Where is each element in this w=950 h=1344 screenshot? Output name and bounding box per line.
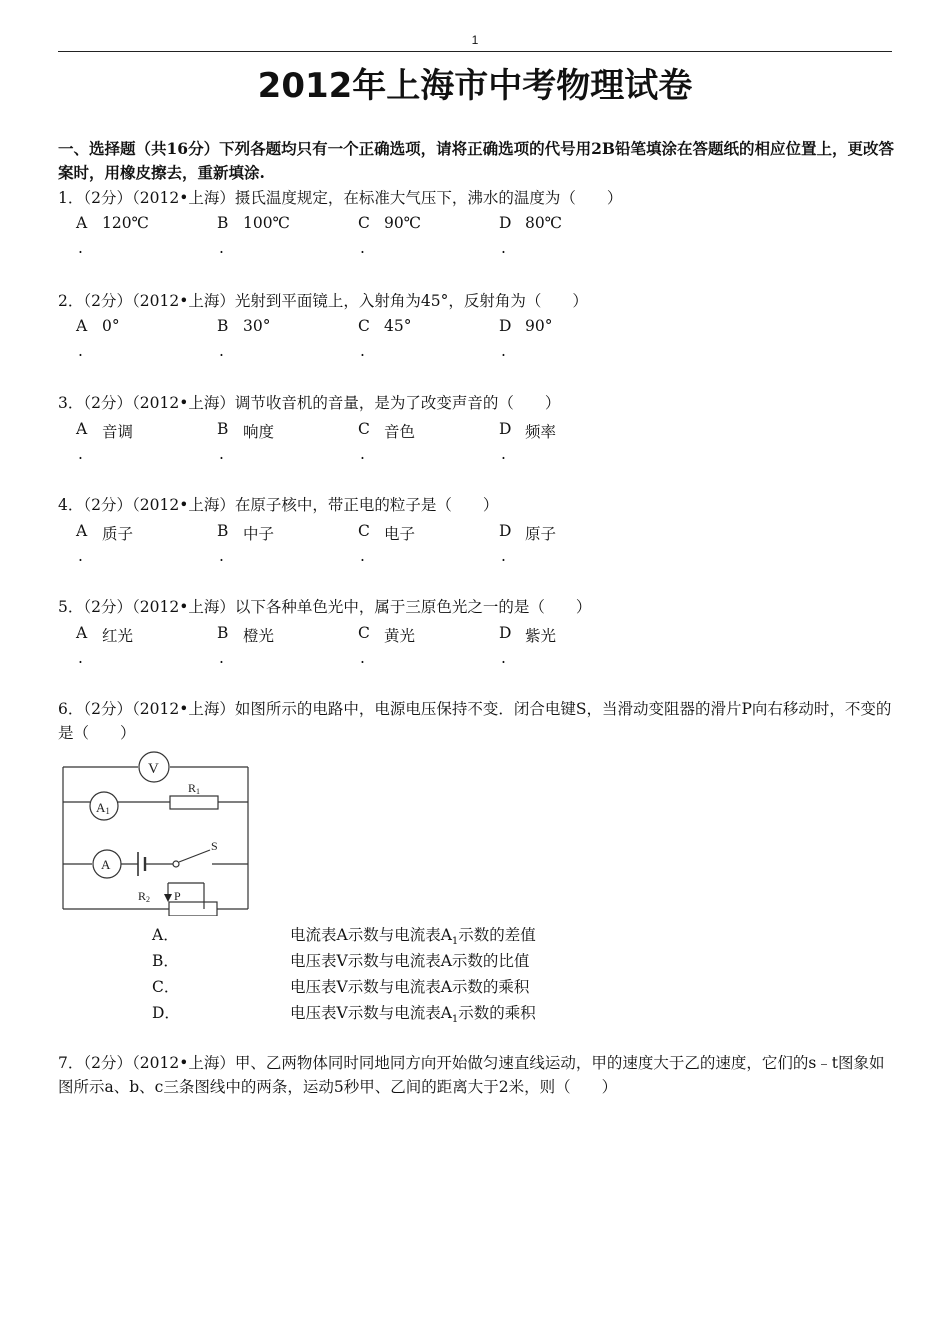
option-letter: C <box>358 214 370 232</box>
option-letter: B <box>217 317 229 335</box>
switch-lever <box>179 850 210 862</box>
option-text: 电子 <box>384 525 416 543</box>
option-letter: C <box>358 317 370 335</box>
page-title: 2012年上海市中考物理试卷 <box>257 66 693 106</box>
question-number: 3． <box>58 394 84 412</box>
ammeter-a1-label: A1 <box>96 800 110 816</box>
header-rule <box>58 51 892 52</box>
question-score: （2分） <box>83 1054 132 1072</box>
question-stem: 如图所示的电路中，电源电压保持不变．闭合电键S，当滑动变阻器的滑片P向右移动时，不变的是（ ） <box>58 700 892 742</box>
option-text: 响度 <box>243 423 275 441</box>
option-text: 100℃ <box>243 214 290 232</box>
option-letter: C <box>358 624 370 642</box>
question-stem: 摄氏温度规定，在标准大气压下，沸水的温度为（ ） <box>234 189 623 207</box>
question-score: （2分） <box>83 496 132 514</box>
option-letter: A <box>76 214 88 232</box>
option-letter: C <box>358 522 370 540</box>
voltmeter-label: V <box>148 761 159 777</box>
question-number: 1． <box>58 189 84 207</box>
question-stem: 在原子核中，带正电的粒子是（ ） <box>234 496 499 514</box>
option-letter: B． <box>152 952 179 970</box>
option-text: 90℃ <box>384 214 422 232</box>
option-text: 频率 <box>525 423 557 441</box>
rheostat-r2-label: R2 <box>138 889 151 904</box>
question-number: 4． <box>58 496 84 514</box>
option-letter: D <box>499 317 512 335</box>
question-score: （2分） <box>83 598 132 616</box>
option-text: 音色 <box>384 423 416 441</box>
option-letter: D <box>499 420 512 438</box>
slider-label: P <box>174 889 181 903</box>
option-letter: B <box>217 214 229 232</box>
rheostat-r2 <box>169 902 217 916</box>
question-source: （2012•上海） <box>132 189 235 207</box>
option-letter: B <box>217 420 229 438</box>
question-source: （2012•上海） <box>132 292 235 310</box>
option-text: 电压表V示数与电流表A示数的乘积 <box>290 978 530 996</box>
option-text: 红光 <box>102 627 134 645</box>
ammeter-a-label: A <box>101 857 111 872</box>
option-text: 电流表A示数与电流表$A_1$示数的差值 <box>290 926 536 948</box>
question-7 <box>58 1051 898 1099</box>
option-text: 紫光 <box>525 627 557 645</box>
option-text: 90° <box>525 317 553 335</box>
option-letter: D <box>499 624 512 642</box>
option-letter: A． <box>152 926 179 944</box>
slider-arrow-icon <box>164 894 172 902</box>
option-text: 电压表V示数与电流表A示数的比值 <box>290 952 530 970</box>
question-score: （2分） <box>83 292 132 310</box>
resistor-r1 <box>170 796 218 809</box>
option-text: 音调 <box>102 423 134 441</box>
question-stem: 光射到平面镜上，入射角为45°，反射角为（ ） <box>234 292 588 310</box>
question-source: （2012•上海） <box>132 700 235 718</box>
option-letter: D <box>499 214 512 232</box>
switch-label: S <box>211 839 218 853</box>
question-5 <box>58 595 898 619</box>
section-instructions: 一、选择题（共16分）下列各题均只有一个正确选项，请将正确选项的代号用2B铅笔填涂在答题纸的相应位置上，更改答案时，用橡皮擦去，重新填涂. <box>58 139 894 182</box>
question-number: 2． <box>58 292 84 310</box>
option-letter: A <box>76 420 88 438</box>
question-source: （2012•上海） <box>132 1054 235 1072</box>
option-letter: A <box>76 317 88 335</box>
question-score: （2分） <box>83 700 132 718</box>
question-score: （2分） <box>83 394 132 412</box>
switch-contact <box>173 861 179 867</box>
question-3 <box>58 391 898 415</box>
question-4 <box>58 493 898 517</box>
question-stem: 调节收音机的音量，是为了改变声音的（ ） <box>234 394 561 412</box>
question-number: 6． <box>58 700 84 718</box>
question-score: （2分） <box>83 189 132 207</box>
option-letter: D． <box>152 1004 180 1022</box>
option-text: 质子 <box>102 525 134 543</box>
option-letter: B <box>217 624 229 642</box>
option-letter: D <box>499 522 512 540</box>
question-source: （2012•上海） <box>132 496 235 514</box>
question-source: （2012•上海） <box>132 394 235 412</box>
option-text: 橙光 <box>243 627 275 645</box>
resistor-r1-label: R1 <box>188 781 201 796</box>
page-number: 1 <box>471 33 479 47</box>
question-6 <box>58 697 898 745</box>
option-text: 45° <box>384 317 412 335</box>
question-number: 5． <box>58 598 84 616</box>
option-letter: B <box>217 522 229 540</box>
question-stem: 以下各种单色光中，属于三原色光之一的是（ ） <box>234 598 592 616</box>
question-source: （2012•上海） <box>132 598 235 616</box>
option-text: 电压表V示数与电流表$A_1$示数的乘积 <box>290 1004 536 1026</box>
option-text: 黄光 <box>384 627 416 645</box>
option-letter: C． <box>152 978 180 996</box>
option-text: 120℃ <box>102 214 149 232</box>
option-text: 30° <box>243 317 271 335</box>
question-stem: 甲、乙两物体同时同地同方向开始做匀速直线运动，甲的速度大于乙的速度，它们的s﹣t图象如图所示a、b、c三条图线中的两条，运动5秒甲、乙间的距离大于2米，则（ ） <box>58 1054 885 1096</box>
question-1 <box>58 186 898 210</box>
option-text: 中子 <box>243 525 275 543</box>
option-letter: A <box>76 624 88 642</box>
option-letter: A <box>76 522 88 540</box>
option-text: 0° <box>102 317 120 335</box>
option-text: 80℃ <box>525 214 563 232</box>
option-text: 原子 <box>525 525 557 543</box>
option-letter: C <box>358 420 370 438</box>
question-2 <box>58 289 898 313</box>
circuit-diagram <box>58 750 258 916</box>
question-number: 7． <box>58 1054 84 1072</box>
